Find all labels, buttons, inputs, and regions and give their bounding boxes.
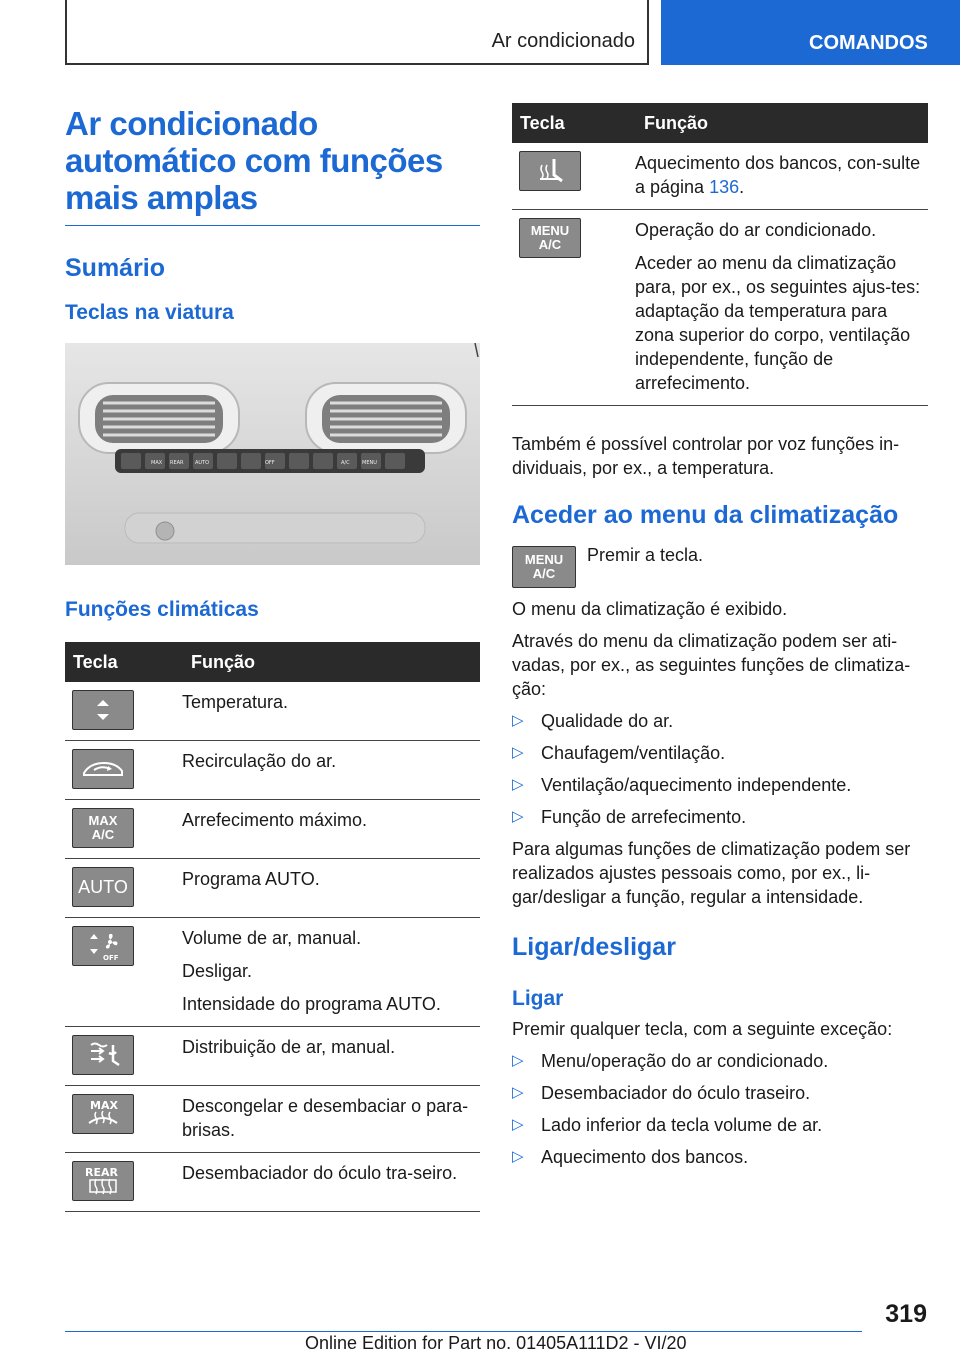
dashboard-illustration (65, 343, 480, 565)
menu-key-row (512, 544, 928, 588)
fn-text: Aceder ao menu da climatização para, por ex., os seguintes ajus-tes: adaptação da temperatura para zona superior do corpo, ventilação independente, função de arrefecimento. (635, 253, 921, 393)
table-row (65, 1027, 480, 1086)
fn-text: Temperatura. (182, 692, 289, 712)
footer-rule (65, 1331, 862, 1332)
header-section-box (65, 0, 649, 65)
auto-label: AUTO (78, 877, 128, 897)
menu-ac-label: MENU A/C (524, 552, 564, 581)
fn-text: Desligar. (182, 961, 253, 981)
press-key-text: Premir a tecla. (587, 545, 704, 565)
fn-text: Arrefecimento máximo. (182, 810, 368, 830)
fn-text: Intensidade do programa AUTO. (182, 994, 441, 1014)
list-item: ▷ Lado inferior da tecla volume de ar. (512, 1113, 928, 1137)
panel-label-auto: AUTO (195, 460, 210, 466)
functions-table (65, 642, 480, 1212)
rear-defrost-icon (72, 1161, 134, 1201)
menu-functions-list (512, 709, 928, 829)
fn-text: Programa AUTO. (182, 869, 320, 889)
col-header-tecla: Tecla (512, 103, 635, 143)
air-recirculation-icon (72, 749, 134, 789)
menu-ac-icon (512, 546, 576, 588)
table-row (65, 741, 480, 800)
fan-off-label: OFF (103, 954, 119, 962)
fn-text-seat-heating (635, 151, 924, 199)
page-title: Ar condicionado automático com funções mais amplas (65, 105, 443, 216)
functions-table-header (65, 642, 480, 682)
panel-label-ac: A/C (341, 460, 350, 466)
air-distribution-icon (72, 1035, 134, 1075)
col-header-tecla: Tecla (65, 642, 182, 682)
table-row (512, 210, 928, 406)
panel-label-rear: REAR (170, 460, 184, 466)
functions-table-continued (512, 103, 928, 406)
right-column (512, 103, 928, 1169)
chapter-tab-label: COMANDOS (809, 32, 928, 54)
menu-shown-text: O menu da climatização é exibido. (512, 599, 788, 619)
table-row (65, 800, 480, 859)
menu-ac-icon (519, 218, 581, 258)
list-item: ▷ Ventilação/aquecimento independente. (512, 773, 928, 797)
table-row (65, 918, 480, 1027)
max-ac-label: MAX A/C (88, 813, 118, 842)
voice-control-text: Também é possível controlar por voz funções in-dividuais, por ex., a temperatura. (512, 434, 900, 478)
ligar-exceptions-list (512, 1049, 928, 1169)
fn-text: . (739, 177, 745, 197)
table-row (65, 682, 480, 741)
col-header-funcao: Função (182, 642, 480, 682)
heading-sumario: Sumário (65, 254, 166, 282)
menu-ac-label: MENU A/C (530, 223, 570, 252)
table-row (512, 143, 928, 210)
table-row (65, 859, 480, 918)
col-header-funcao: Função (635, 103, 928, 143)
list-item: ▷ Qualidade do ar. (512, 709, 928, 733)
fn-text: Operação do ar condicionado. (635, 220, 877, 240)
list-item: ▷ Chaufagem/ventilação. (512, 741, 928, 765)
table-row (65, 1153, 480, 1212)
personal-settings-text: Para algumas funções de climatização podem ser realizados ajustes pessoais como, por ex., li-gar/desligar a função, regular a intensidade. (512, 839, 911, 907)
menu-through-text: Através do menu da climatização podem ser ati-vadas, por ex., as seguintes funções de climatiza-ção: (512, 631, 911, 699)
auto-icon (72, 867, 134, 907)
fn-text: Desembaciador do óculo tra-seiro. (182, 1163, 458, 1183)
temperature-arrows-icon (72, 690, 134, 730)
edition-text: Online Edition for Part no. 01405A111D2 - VI/20 (305, 1333, 687, 1353)
fn-text: Recirculação do ar. (182, 751, 337, 771)
fn-text: Volume de ar, manual. (182, 928, 362, 948)
panel-label-menu: MENU (362, 460, 377, 466)
list-item: ▷ Função de arrefecimento. (512, 805, 928, 829)
table-row (65, 1086, 480, 1153)
max-defrost-label: MAX (90, 1099, 118, 1112)
list-item: ▷ Aquecimento dos bancos. (512, 1145, 928, 1169)
fn-text: Descongelar e desembaciar o para-brisas. (182, 1096, 469, 1140)
heading-ligar: Ligar (512, 987, 564, 1010)
fan-volume-icon (72, 926, 134, 966)
seat-heating-icon (519, 151, 581, 191)
heading-teclas: Teclas na viatura (65, 301, 234, 324)
dashboard-photo (65, 343, 480, 565)
page-number: 319 (885, 1300, 927, 1328)
left-column (65, 105, 480, 1212)
list-item: ▷ Menu/operação do ar condicionado. (512, 1049, 928, 1073)
panel-label-off: OFF (265, 460, 275, 466)
page-link-136[interactable]: 136 (709, 177, 740, 197)
fn-text: Aquecimento dos bancos, con-sulte a página (635, 153, 921, 197)
functions-table-header (512, 103, 928, 143)
header-section-title: Ar condicionado (491, 30, 635, 52)
fn-text: Distribuição de ar, manual. (182, 1037, 396, 1057)
heading-menu: Aceder ao menu da climatização (512, 501, 899, 529)
rear-defrost-label: REAR (85, 1166, 118, 1179)
list-item: ▷ Desembaciador do óculo traseiro. (512, 1081, 928, 1105)
chapter-tab (661, 0, 960, 65)
max-ac-icon (72, 808, 134, 848)
max-defrost-icon (72, 1094, 134, 1134)
heading-funcoes: Funções climáticas (65, 598, 259, 621)
panel-label-max: MAX (151, 460, 163, 466)
ligar-text: Premir qualquer tecla, com a seguinte exceção: (512, 1019, 893, 1039)
heading-ligar-desligar: Ligar/desligar (512, 933, 676, 961)
title-rule (65, 225, 480, 226)
